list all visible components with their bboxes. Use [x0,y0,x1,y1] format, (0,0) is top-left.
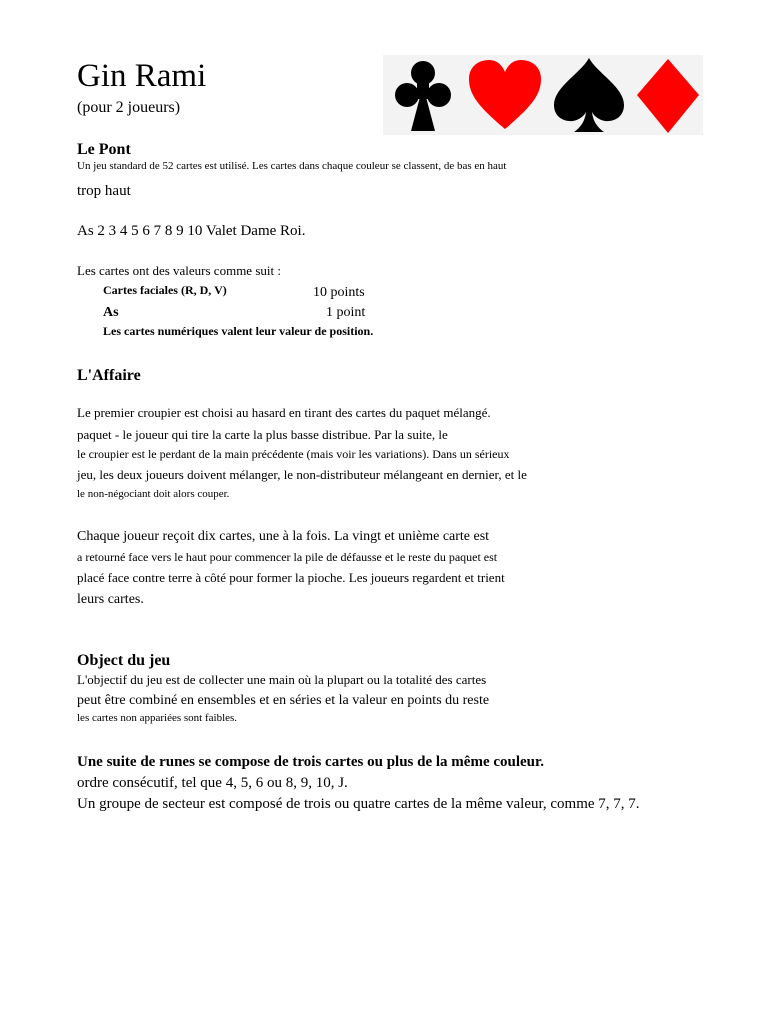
pont-line-1: Un jeu standard de 52 cartes est utilisé. Les cartes dans chaque couleur se classent, de bas en haut [77,160,507,172]
objet-line: les cartes non appariées sont faibles. [77,712,238,724]
affaire-p1-line: paquet - le joueur qui tire la carte la plus basse distribue. Par la suite, le [77,427,448,442]
diamond-icon [637,59,699,133]
affaire-p2-line: a retourné face vers le haut pour commencer la pile de défausse et le reste du paquet est [77,550,498,564]
objet-line: peut être combiné en ensembles et en séries et la valeur en points du reste [77,693,490,708]
affaire-p1-line: Le premier croupier est choisi au hasard en tirant des cartes du paquet mélangé. [77,405,491,420]
affaire-p1-line: le non-négociant doit alors couper. [77,488,230,500]
pont-line-2: trop haut [77,183,131,199]
heart-icon [469,60,541,129]
card-suits-banner [383,55,703,135]
ace-label: As [103,305,119,320]
page-title: Gin Rami [77,58,207,94]
set-definition-line: Un groupe de secteur est composé de trois ou quatre cartes de la même valeur, comme 7, 7, 7. [77,796,640,812]
affaire-p2-line: Chaque joueur reçoit dix cartes, une à la fois. La vingt et unième carte est [77,529,490,544]
values-intro: Les cartes ont des valeurs comme suit : [77,263,281,278]
spade-icon [554,58,624,132]
affaire-p2-line: leurs cartes. [77,592,144,607]
section-heading-objet: Object du jeu [77,652,171,669]
affaire-p1-line: le croupier est le perdant de la main précédente (mais voir les variations). Dans un sérieux [77,447,510,461]
face-cards-label: Cartes faciales (R, D, V) [103,283,227,297]
numeric-cards-note: Les cartes numériques valent leur valeur de position. [103,324,374,338]
objet-line: L'objectif du jeu est de collecter une main où la plupart ou la totalité des cartes [77,672,487,687]
affaire-p1-line: jeu, les deux joueurs doivent mélanger, le non-distributeur mélangeant en dernier, et le [77,467,527,482]
affaire-p2-line: placé face contre terre à côté pour former la pioche. Les joueurs regardent et trient [77,570,505,585]
run-definition-bold: Une suite de runes se compose de trois cartes ou plus de la même couleur. [77,754,545,770]
ace-value: 1 point [326,305,366,320]
section-heading-affaire: L'Affaire [77,367,141,384]
rank-order: As 2 3 4 5 6 7 8 9 10 Valet Dame Roi. [77,223,306,239]
run-definition-line: ordre consécutif, tel que 4, 5, 6 ou 8, 9, 10, J. [77,775,348,791]
club-icon [395,61,451,131]
section-heading-pont: Le Pont [77,141,131,158]
face-cards-value: 10 points [313,285,365,300]
page-subtitle: (pour 2 joueurs) [77,99,181,116]
